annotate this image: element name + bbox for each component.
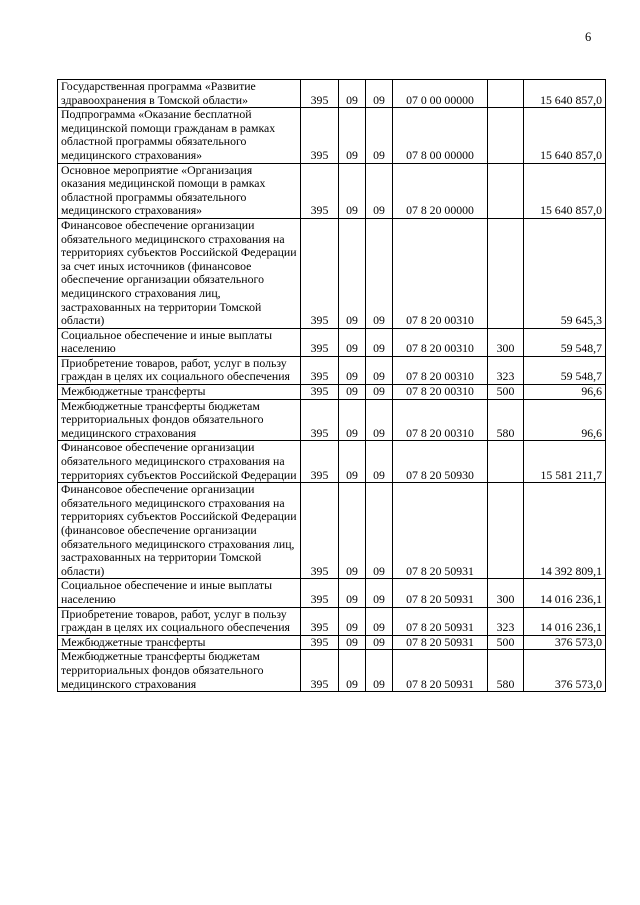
row-subsection-cell: 09 [366,399,393,441]
row-section-cell: 09 [339,579,366,607]
row-section-cell: 09 [339,399,366,441]
row-gr-cell: 395 [301,635,339,650]
row-gr-cell: 395 [301,356,339,384]
budget-table [57,79,606,692]
row-subsection-cell: 09 [366,108,393,163]
row-expense-type-cell [488,483,524,579]
table-row [58,607,606,635]
page-number: 6 [585,30,592,44]
row-gr-cell: 395 [301,650,339,692]
row-target-article-cell: 07 8 20 00310 [393,399,488,441]
row-sum-cell: 15 640 857,0 [524,108,606,163]
row-gr-cell: 395 [301,328,339,356]
row-name-cell: Межбюджетные трансферты бюджетам территориальных фондов обязательного медицинского страхования [58,650,301,692]
row-target-article-cell: 07 8 20 50931 [393,579,488,607]
row-target-article-cell: 07 8 00 00000 [393,108,488,163]
table-row [58,218,606,328]
row-gr-cell: 395 [301,399,339,441]
row-name-cell: Приобретение товаров, работ, услуг в пользу граждан в целях их социального обеспечения [58,607,301,635]
row-gr-cell: 395 [301,441,339,483]
row-expense-type-cell: 500 [488,385,524,400]
table-row [58,635,606,650]
row-subsection-cell: 09 [366,650,393,692]
row-name-cell: Межбюджетные трансферты [58,635,301,650]
row-target-article-cell: 07 8 20 00310 [393,328,488,356]
row-target-article-cell: 07 8 20 50930 [393,441,488,483]
row-subsection-cell: 09 [366,483,393,579]
row-name-cell: Финансовое обеспечение организации обязательного медицинского страхования на территориях субъектов Российской Федерации [58,441,301,483]
table-row [58,385,606,400]
row-name-cell: Финансовое обеспечение организации обязательного медицинского страхования на территориях субъектов Российской Федерации (финансовое обеспечение организации обязательного медицинского страхования лиц, застрахованных на территории Томской области) [58,483,301,579]
table-row [58,108,606,163]
table-row [58,328,606,356]
row-gr-cell: 395 [301,607,339,635]
row-section-cell: 09 [339,650,366,692]
row-target-article-cell: 07 8 20 00310 [393,385,488,400]
row-subsection-cell: 09 [366,80,393,108]
row-expense-type-cell: 580 [488,399,524,441]
row-sum-cell: 14 016 236,1 [524,607,606,635]
table-row [58,80,606,108]
row-sum-cell: 96,6 [524,385,606,400]
row-sum-cell: 96,6 [524,399,606,441]
row-expense-type-cell [488,163,524,218]
row-name-cell: Подпрограмма «Оказание бесплатной медицинской помощи гражданам в рамках областной программы обязательного медицинского страхования» [58,108,301,163]
row-expense-type-cell [488,108,524,163]
row-target-article-cell: 07 8 20 00310 [393,218,488,328]
row-target-article-cell: 07 8 20 50931 [393,607,488,635]
row-section-cell: 09 [339,80,366,108]
row-gr-cell: 395 [301,483,339,579]
row-expense-type-cell [488,441,524,483]
row-sum-cell: 15 581 211,7 [524,441,606,483]
row-subsection-cell: 09 [366,163,393,218]
row-sum-cell: 14 392 809,1 [524,483,606,579]
row-section-cell: 09 [339,385,366,400]
row-sum-cell: 15 640 857,0 [524,80,606,108]
row-gr-cell: 395 [301,579,339,607]
row-sum-cell: 59 548,7 [524,356,606,384]
row-name-cell: Государственная программа «Развитие здравоохранения в Томской области» [58,80,301,108]
row-sum-cell: 59 645,3 [524,218,606,328]
row-subsection-cell: 09 [366,328,393,356]
row-section-cell: 09 [339,218,366,328]
row-gr-cell: 395 [301,385,339,400]
row-name-cell: Социальное обеспечение и иные выплаты населению [58,579,301,607]
row-expense-type-cell: 323 [488,607,524,635]
row-sum-cell: 14 016 236,1 [524,579,606,607]
row-expense-type-cell: 323 [488,356,524,384]
table-row [58,356,606,384]
row-subsection-cell: 09 [366,218,393,328]
row-section-cell: 09 [339,328,366,356]
row-section-cell: 09 [339,441,366,483]
table-row [58,163,606,218]
row-section-cell: 09 [339,108,366,163]
row-subsection-cell: 09 [366,635,393,650]
row-target-article-cell: 07 8 20 50931 [393,650,488,692]
row-gr-cell: 395 [301,163,339,218]
row-subsection-cell: 09 [366,441,393,483]
row-expense-type-cell: 580 [488,650,524,692]
table-row [58,441,606,483]
row-name-cell: Приобретение товаров, работ, услуг в пользу граждан в целях их социального обеспечения [58,356,301,384]
row-expense-type-cell: 500 [488,635,524,650]
row-subsection-cell: 09 [366,579,393,607]
row-expense-type-cell [488,218,524,328]
row-name-cell: Социальное обеспечение и иные выплаты населению [58,328,301,356]
row-sum-cell: 376 573,0 [524,650,606,692]
row-section-cell: 09 [339,483,366,579]
row-target-article-cell: 07 8 20 00000 [393,163,488,218]
row-name-cell: Основное мероприятие «Организация оказания медицинской помощи в рамках областной программы обязательного медицинского страхования» [58,163,301,218]
row-subsection-cell: 09 [366,356,393,384]
row-target-article-cell: 07 8 20 50931 [393,483,488,579]
row-section-cell: 09 [339,163,366,218]
row-sum-cell: 59 548,7 [524,328,606,356]
row-gr-cell: 395 [301,80,339,108]
table-row [58,650,606,692]
table-row [58,483,606,579]
row-sum-cell: 376 573,0 [524,635,606,650]
row-name-cell: Межбюджетные трансферты бюджетам территориальных фондов обязательного медицинского страхования [58,399,301,441]
row-subsection-cell: 09 [366,607,393,635]
row-expense-type-cell [488,80,524,108]
row-subsection-cell: 09 [366,385,393,400]
row-section-cell: 09 [339,607,366,635]
row-section-cell: 09 [339,635,366,650]
row-expense-type-cell: 300 [488,328,524,356]
row-target-article-cell: 07 0 00 00000 [393,80,488,108]
row-gr-cell: 395 [301,218,339,328]
row-name-cell: Межбюджетные трансферты [58,385,301,400]
table-row [58,399,606,441]
table-row [58,579,606,607]
row-section-cell: 09 [339,356,366,384]
row-gr-cell: 395 [301,108,339,163]
row-target-article-cell: 07 8 20 00310 [393,356,488,384]
row-expense-type-cell: 300 [488,579,524,607]
row-name-cell: Финансовое обеспечение организации обязательного медицинского страхования на территориях субъектов Российской Федерации за счет иных источников (финансовое обеспечение организации обязательного медицинского страхования лиц, застрахованных на территории Томской области) [58,218,301,328]
row-sum-cell: 15 640 857,0 [524,163,606,218]
row-target-article-cell: 07 8 20 50931 [393,635,488,650]
budget-table-body [58,80,606,692]
